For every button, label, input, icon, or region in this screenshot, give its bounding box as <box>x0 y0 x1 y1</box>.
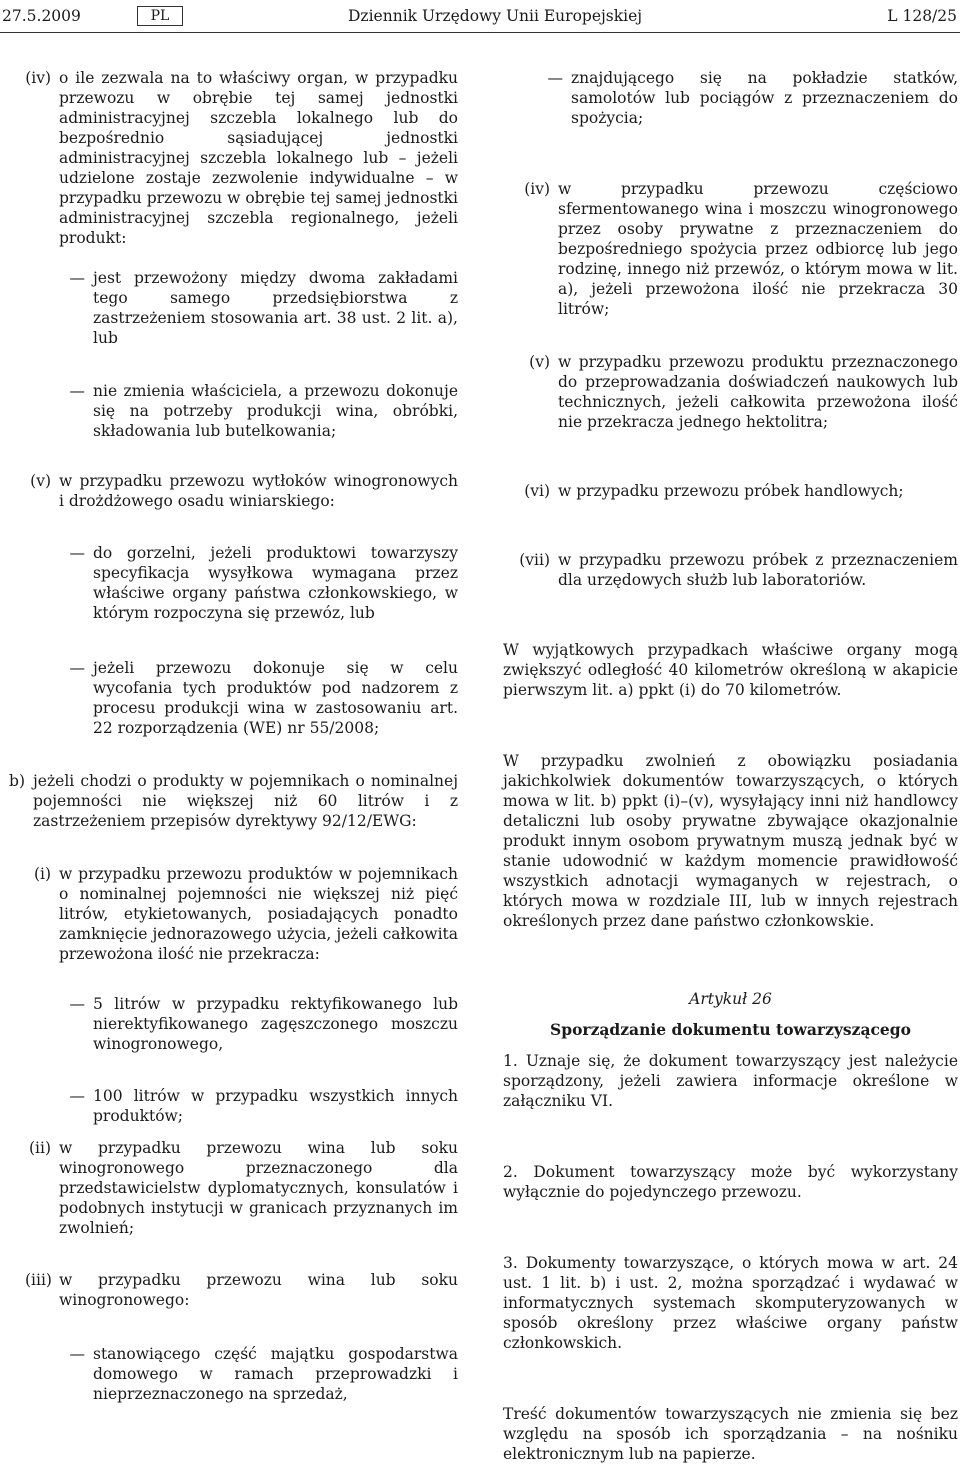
publication-date: 27.5.2009 <box>2 7 81 25</box>
indent-item <box>59 1344 458 1404</box>
subpoint-i-indents <box>25 994 458 1126</box>
right-column <box>503 68 958 1464</box>
dash-marker: — <box>69 1087 85 1105</box>
header-rule <box>0 32 960 33</box>
item-text: jeżeli przewozu dokonuje się w celu wycofania tych produktów pod nadzorem z procesu produkcji wina w zastosowaniu art. 22 rozporządzenia (WE) nr 55/2008; <box>93 659 458 737</box>
item-text: w przypadku przewozu produktów w pojemnikach o nominalnej pojemności nie większej niż pięć litrów, etykietowanych, posiadających ponadto zamknięcie jednorazowego użycia, jeżeli całkowita przewożona ilość nie przekracza: <box>59 865 458 963</box>
item-text: znajdującego się na pokładzie statków, samolotów lub pociągów z przeznaczeniem do spożycia; <box>571 69 958 127</box>
point-b <box>0 771 458 831</box>
point-v-indents <box>25 543 458 738</box>
language-code-box: PL <box>137 6 183 26</box>
item-marker: (vi) <box>524 482 550 500</box>
page-reference: L 128/25 <box>887 7 957 25</box>
item-text: w przypadku przewozu produktu przeznaczonego do przeprowadzania doświadczeń naukowych lub technicznych, jeżeli całkowita przewożona ilość nie przekracza jednego hektolitra; <box>558 353 958 431</box>
indent-item <box>59 658 458 738</box>
article-title: Sporządzanie dokumentu towarzyszącego <box>550 1020 911 1039</box>
dash-marker: — <box>69 1345 85 1363</box>
indent-item <box>537 68 958 128</box>
item-text: stanowiącego część majątku gospodarstwa domowego w ramach przeprowadzki i nieprzeznaczonego na sprzedaż, <box>93 1345 458 1403</box>
dash-marker: — <box>69 659 85 677</box>
item-marker: (ii) <box>28 1139 51 1157</box>
indent-item <box>59 381 458 441</box>
journal-title: Dziennik Urzędowy Unii Europejskiej <box>348 7 643 25</box>
item-marker: (iii) <box>25 1271 52 1289</box>
article-para-3: 3. Dokumenty towarzyszące, o których mowa w art. 24 ust. 1 lit. b) i ust. 2, można sporządzać i wydawać w informatycznych systemach skomputeryzowanych w sposób określony przez właściwe organy państw członkowskich. <box>503 1254 958 1352</box>
item-marker: b) <box>9 772 25 790</box>
point-b-subitems <box>25 864 458 1404</box>
item-text: w przypadku przewozu wytłoków winogronowych i drożdżowego osadu winiarskiego: <box>59 472 458 510</box>
article-para-1: 1. Uznaje się, że dokument towarzyszący jest należycie sporządzony, jeżeli zawiera informacje określone w załączniku VI. <box>503 1052 958 1110</box>
subpoint-vi <box>503 481 958 501</box>
paragraph-exception: W wyjątkowych przypadkach właściwe organy mogą zwiększyć odległość 40 kilometrów określoną w akapicie pierwszym lit. a) ppkt (i) do 70 kilometrów. <box>503 641 958 699</box>
item-text: w przypadku przewozu częściowo sfermentowanego wina i moszczu winogronowego przez osoby prywatne z przeznaczeniem do bezpośredniego spożycia przez odbiorcę lub jego rodzinę, innego niż przewóz, o którym mowa w lit. a), jeżeli przewożona ilość nie przekracza 30 litrów; <box>558 180 958 318</box>
item-text: do gorzelni, jeżeli produktowi towarzyszy specyfikacja wysyłkowa wymagana przez właściwe organy państwa członkowskiego, w którym rozpoczyna się przewóz, lub <box>93 544 458 622</box>
subpoint-iv <box>503 179 958 319</box>
indent-item <box>59 994 458 1054</box>
item-text: nie zmienia właściciela, a przewozu dokonuje się na potrzeby produkcji wina, obróbki, składowania lub butelkowania; <box>93 382 458 440</box>
item-marker: (v) <box>30 472 51 490</box>
point-iv <box>25 68 458 248</box>
dash-marker: — <box>69 382 85 400</box>
item-marker: (v) <box>529 353 550 371</box>
subpoint-vii <box>503 550 958 590</box>
dash-marker: — <box>69 995 85 1013</box>
subpoint-iii <box>25 1270 458 1310</box>
item-text: o ile zezwala na to właściwy organ, w przypadku przewozu w obrębie tej samej jednostki administracyjnej szczebla lokalnego lub do bezpośrednio sąsiadującej jednostki administracyjnej szczebla lokalnego lub – jeżeli udzielone zostaje zezwolenie indywidualne – w przypadku przewozu w obrębie tej samej jednostki administracyjnej szczebla regionalnego, jeżeli produkt: <box>59 69 458 247</box>
page-header <box>0 6 960 30</box>
point-iv-indents <box>25 268 458 441</box>
item-marker: (i) <box>33 865 51 883</box>
item-text: w przypadku przewozu próbek z przeznaczeniem dla urzędowych służb lub laboratoriów. <box>558 551 958 589</box>
subpoint-i <box>25 864 458 964</box>
item-text: jest przewożony między dwoma zakładami tego samego przedsiębiorstwa z zastrzeżeniem stosowania art. 38 ust. 2 lit. a), lub <box>93 269 458 347</box>
article-number: Artykuł 26 <box>689 990 772 1008</box>
indent-item <box>59 1086 458 1126</box>
item-text: w przypadku przewozu wina lub soku winogronowego przeznaczonego dla przedstawicielstw dyplomatycznych, konsulatów i podobnych instytucji w granicach przyznanych im zwolnień; <box>59 1139 458 1237</box>
subpoint-v <box>503 352 958 432</box>
article-para-2: 2. Dokument towarzyszący może być wykorzystany wyłącznie do pojedynczego przewozu. <box>503 1163 958 1201</box>
subpoint-ii <box>25 1138 458 1238</box>
paragraph-content: Treść dokumentów towarzyszących nie zmienia się bez względu na sposób ich sporządzania – na nośniku elektronicznym lub na papierze. <box>503 1405 958 1463</box>
item-marker: (iv) <box>524 180 550 198</box>
item-text: 5 litrów w przypadku rektyfikowanego lub nierektyfikowanego zagęszczonego moszczu winogronowego, <box>93 995 458 1053</box>
item-marker: (vii) <box>519 551 550 569</box>
item-text: w przypadku przewozu próbek handlowych; <box>558 482 904 500</box>
dash-marker: — <box>547 69 563 87</box>
item-text: jeżeli chodzi o produkty w pojemnikach o nominalnej pojemności nie większej niż 60 litrów i z zastrzeżeniem przepisów dyrektywy 92/12/EWG: <box>33 772 458 830</box>
point-v <box>25 471 458 511</box>
subpoint-iii-indents <box>25 1344 458 1404</box>
paragraph-exemption: W przypadku zwolnień z obowiązku posiadania jakichkolwiek dokumentów towarzyszących, o których mowa w lit. b) ppkt (i)–(v), wysyłający inni niż handlowcy detaliczni lub osoby prywatne zbywające okazjonalnie produkt innym osobom prywatnym muszą jednak być w stanie udowodnić w każdym momencie prawidłowość wszystkich adnotacji wymaganych w rejestrach, o których mowa w rozdziale III, lub w innych rejestrach określonych przez dane państwo członkowskie. <box>503 752 958 930</box>
indent-item <box>59 543 458 623</box>
dash-marker: — <box>69 544 85 562</box>
item-marker: (iv) <box>25 69 51 87</box>
item-text: w przypadku przewozu wina lub soku winogronowego: <box>59 1271 458 1309</box>
dash-marker: — <box>69 269 85 287</box>
left-column <box>9 68 458 1404</box>
item-text: 100 litrów w przypadku wszystkich innych produktów; <box>93 1087 458 1125</box>
indent-item <box>59 268 458 348</box>
